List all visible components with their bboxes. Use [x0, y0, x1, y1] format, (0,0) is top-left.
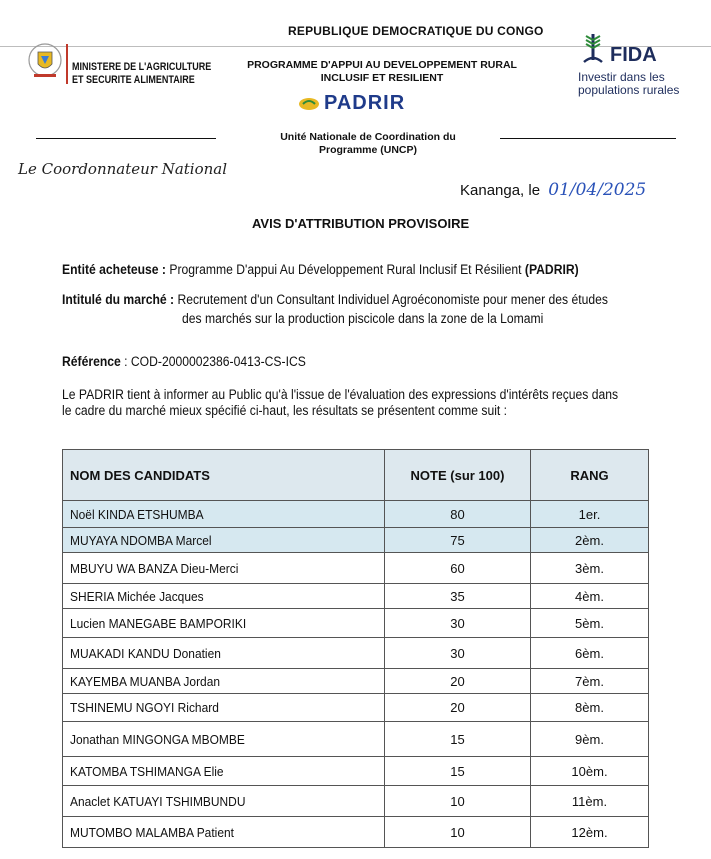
candidate-name-cell — [63, 528, 385, 553]
candidate-name: SHERIA Michée Jacques — [70, 588, 204, 604]
candidate-name-cell — [63, 694, 385, 722]
candidate-name-cell — [63, 501, 385, 528]
candidate-name: Noël KINDA ETSHUMBA — [70, 506, 204, 522]
table-row — [63, 501, 649, 528]
rank-cell: 11èm. — [531, 786, 649, 817]
padrir-logo — [298, 92, 405, 115]
header-candidate-name: NOM DES CANDIDATS — [63, 450, 385, 501]
country-name: REPUBLIQUE DEMOCRATIQUE DU CONGO — [288, 24, 544, 38]
score-cell: 20 — [385, 669, 531, 694]
score-cell: 30 — [385, 638, 531, 669]
place-label: Kananga, le — [460, 182, 541, 199]
candidate-name-cell — [63, 553, 385, 584]
score-cell: 20 — [385, 694, 531, 722]
candidate-name: MUAKADI KANDU Donatien — [70, 645, 221, 661]
rank-cell: 5èm. — [531, 609, 649, 638]
candidate-name-cell — [63, 722, 385, 757]
program-name — [232, 59, 532, 85]
table-row — [63, 638, 649, 669]
candidate-name: KAYEMBA MUANBA Jordan — [70, 673, 221, 689]
reference-line — [62, 354, 306, 369]
intro-line-2: le cadre du marché mieux spécifié ci-haut, les résultats se présentent comme suit : — [62, 403, 508, 418]
candidate-name: KATOMBA TSHIMANGA Elie — [70, 763, 224, 779]
candidate-name-cell — [63, 638, 385, 669]
table-row — [63, 722, 649, 757]
rank-cell: 4èm. — [531, 584, 649, 609]
rank-cell: 6èm. — [531, 638, 649, 669]
table-row — [63, 757, 649, 786]
rank-cell: 9èm. — [531, 722, 649, 757]
results-table — [62, 449, 648, 848]
candidate-name-cell — [63, 669, 385, 694]
market-line — [62, 292, 608, 307]
entity-short: (PADRIR) — [524, 262, 579, 277]
header-score: NOTE (sur 100) — [385, 450, 531, 501]
score-cell: 10 — [385, 817, 531, 848]
table-row — [63, 669, 649, 694]
place-date — [460, 180, 646, 200]
candidate-name: Anaclet KATUAYI TSHIMBUNDU — [70, 793, 246, 809]
score-cell: 35 — [385, 584, 531, 609]
entity-line — [62, 262, 579, 277]
market-line-1: Recrutement d'un Consultant Individuel Agroéconomiste pour mener des études — [177, 292, 608, 307]
market-line-2: des marchés sur la production piscicole dans la zone de la Lomami — [182, 311, 544, 326]
rank-cell: 7èm. — [531, 669, 649, 694]
rank-cell: 2èm. — [531, 528, 649, 553]
rank-cell: 8èm. — [531, 694, 649, 722]
rank-cell: 12èm. — [531, 817, 649, 848]
candidate-name: MBUYU WA BANZA Dieu-Merci — [70, 560, 239, 576]
rule-right — [500, 138, 676, 139]
table-row — [63, 694, 649, 722]
reference-value: : COD-2000002386-0413-CS-ICS — [124, 354, 306, 369]
unit-line-1: Unité Nationale de Coordination du — [280, 131, 456, 143]
handwritten-date: 01/04/2025 — [548, 180, 647, 200]
score-cell: 30 — [385, 609, 531, 638]
candidate-name-cell — [63, 584, 385, 609]
candidate-name-cell — [63, 609, 385, 638]
rule-left — [36, 138, 216, 139]
score-cell: 80 — [385, 501, 531, 528]
fida-tagline-line-1: Investir dans les — [578, 70, 665, 84]
table-row — [63, 786, 649, 817]
score-cell: 15 — [385, 722, 531, 757]
signatory-title: Le Coordonnateur National — [18, 160, 228, 178]
unit-line-2: Programme (UNCP) — [318, 144, 418, 156]
padrir-wordmark: PADRIR — [324, 92, 406, 114]
table-row — [63, 817, 649, 848]
entity-value: Programme D'appui Au Développement Rural Inclusif Et Résilient — [169, 262, 522, 277]
rank-cell: 1er. — [531, 501, 649, 528]
market-label: Intitulé du marché : — [62, 292, 175, 307]
fida-tagline-line-2: populations rurales — [578, 83, 680, 97]
candidate-name: MUYAYA NDOMBA Marcel — [70, 532, 212, 548]
ministry-line-1: MINISTERE DE L'AGRICULTURE — [72, 61, 212, 73]
program-line-2: INCLUSIF ET RESILIENT — [320, 72, 444, 84]
table-row — [63, 553, 649, 584]
ministry-bar — [66, 44, 68, 84]
candidate-name: TSHINEMU NGOYI Richard — [70, 700, 219, 715]
fida-wordmark: FIDA — [610, 44, 657, 66]
reference-label: Référence — [62, 354, 121, 369]
candidate-name: Jonathan MINGONGA MBOMBE — [70, 731, 245, 747]
table-row — [63, 528, 649, 553]
fida-tagline — [578, 71, 679, 97]
candidate-name-cell — [63, 786, 385, 817]
entity-label: Entité acheteuse : — [62, 262, 166, 277]
score-cell: 60 — [385, 553, 531, 584]
score-cell: 10 — [385, 786, 531, 817]
candidate-name-cell — [63, 757, 385, 786]
rank-cell: 3èm. — [531, 553, 649, 584]
notice-title: AVIS D'ATTRIBUTION PROVISOIRE — [252, 216, 470, 231]
padrir-emblem-icon — [298, 97, 320, 111]
table-header-row — [63, 450, 649, 501]
score-cell: 15 — [385, 757, 531, 786]
drc-coat-of-arms-icon — [26, 38, 64, 84]
ministry-name — [72, 61, 211, 87]
header-rank: RANG — [531, 450, 649, 501]
table-row — [63, 584, 649, 609]
score-cell: 75 — [385, 528, 531, 553]
intro-line-1: Le PADRIR tient à informer au Public qu'à l'issue de l'évaluation des expressions d'intérêts reçues dans — [62, 387, 619, 402]
table-row — [63, 609, 649, 638]
candidate-name: Lucien MANEGABE BAMPORIKI — [70, 615, 247, 631]
ministry-line-2: ET SECURITE ALIMENTAIRE — [72, 74, 195, 86]
program-line-1: PROGRAMME D'APPUI AU DEVELOPPEMENT RURAL — [247, 59, 517, 71]
candidate-name-cell — [63, 817, 385, 848]
candidate-name: MUTOMBO MALAMBA Patient — [70, 824, 234, 840]
fida-emblem-icon — [578, 32, 608, 64]
rank-cell: 10èm. — [531, 757, 649, 786]
coordination-unit — [258, 131, 478, 157]
